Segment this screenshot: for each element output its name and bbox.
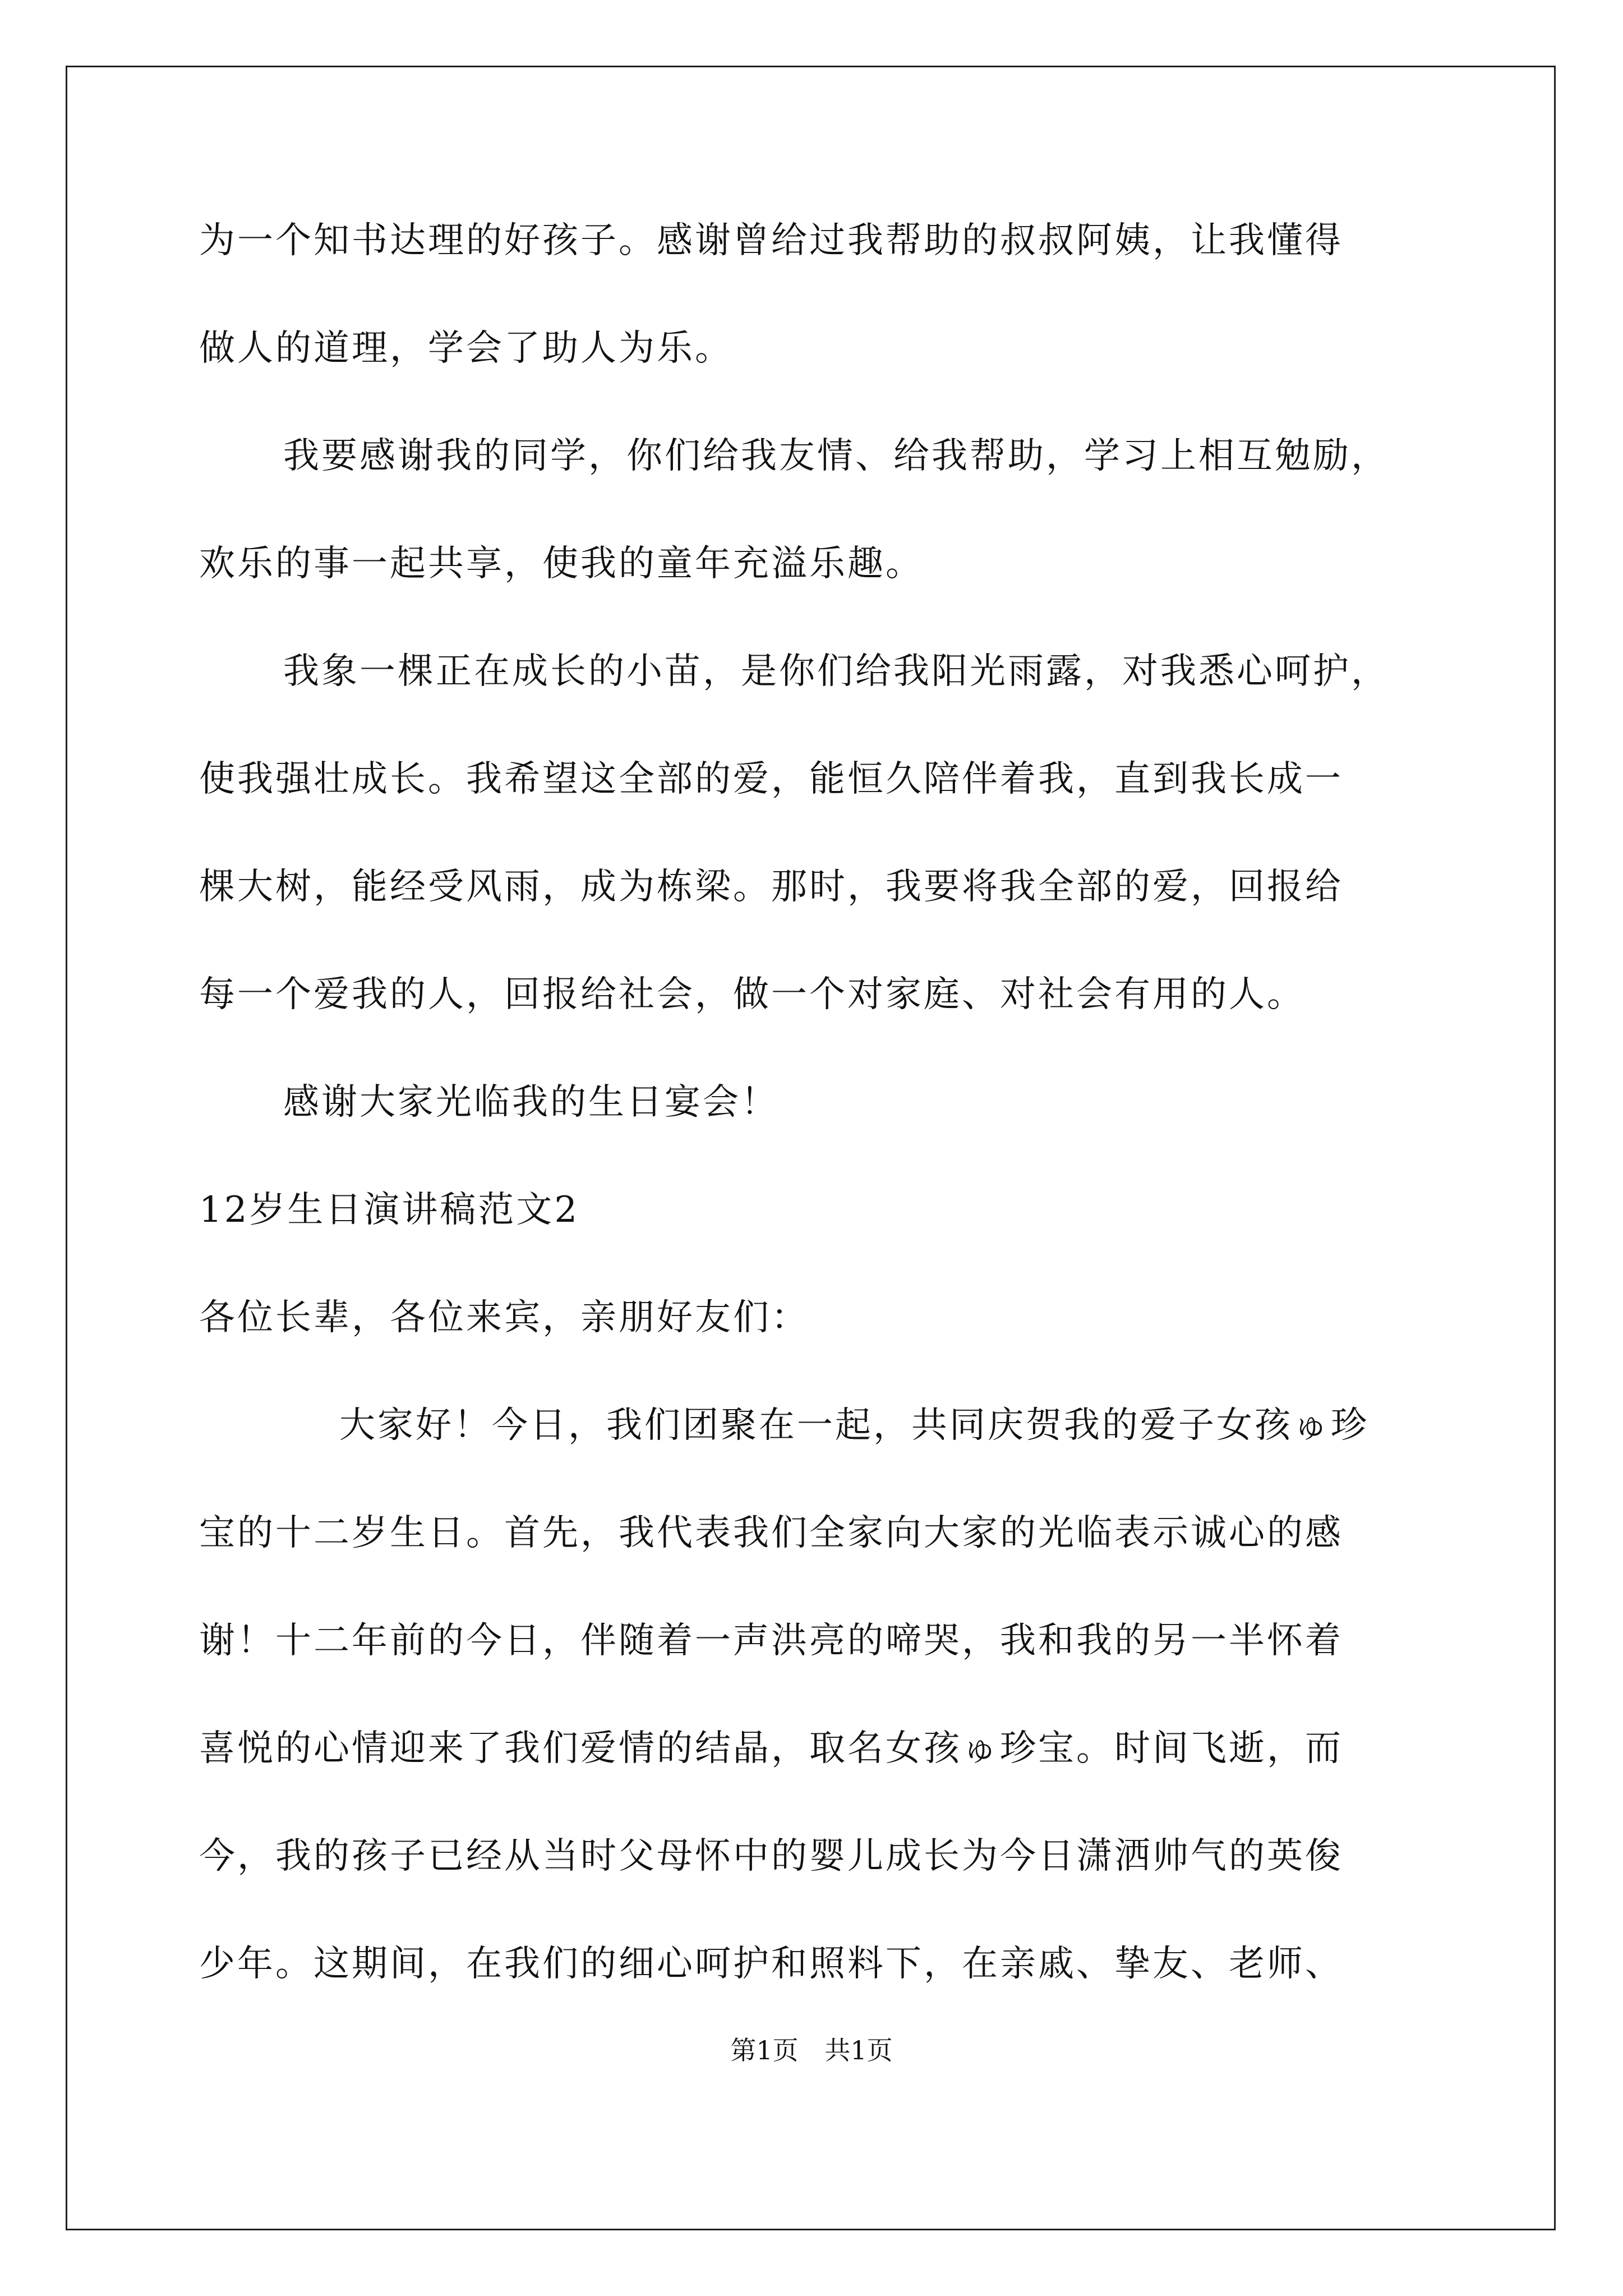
- body-line: 为一个知书达理的好孩子。感谢曾给过我帮助的叔叔阿姨，让我懂得: [199, 220, 1343, 261]
- body-line: 喜悦的心情迎来了我们爱情的结晶，取名女孩ゅ珍宝。时间飞逝，而: [199, 1728, 1343, 1769]
- body-line: 感谢大家光临我的生日宴会！: [283, 1082, 779, 1123]
- body-line: 大家好！今日，我们团聚在一起，共同庆贺我的爱子女孩ゅ珍: [339, 1405, 1369, 1446]
- body-line: 欢乐的事一起共享，使我的童年充溢乐趣。: [199, 543, 924, 585]
- body-line: 我要感谢我的同学，你们给我友情、给我帮助，学习上相互勉励，: [283, 435, 1389, 477]
- page-footer: [0, 2033, 1623, 2067]
- page-number-total: 共1页: [824, 2035, 893, 2065]
- body-line: 我象一棵正在成长的小苗，是你们给我阳光雨露，对我悉心呵护，: [283, 651, 1389, 692]
- salutation-line: 各位长辈，各位来宾，亲朋好友们：: [199, 1297, 809, 1338]
- page-number-current: 第1页: [730, 2035, 799, 2065]
- body-line: 少年。这期间，在我们的细心呵护和照料下，在亲戚、挚友、老师、: [199, 1943, 1343, 1985]
- section-heading: 12岁生日演讲稿范文2: [199, 1189, 580, 1231]
- document-body: [199, 213, 1450, 2044]
- body-line: 做人的道理，学会了助人为乐。: [199, 328, 733, 369]
- body-line: 今，我的孩子已经从当时父母怀中的婴儿成长为今日潇洒帅气的英俊: [199, 1835, 1343, 1877]
- body-line: 使我强壮成长。我希望这全部的爱，能恒久陪伴着我，直到我长成一: [199, 758, 1343, 800]
- body-line: 谢！十二年前的今日，伴随着一声洪亮的啼哭，我和我的另一半怀着: [199, 1620, 1343, 1662]
- body-line: 每一个爱我的人，回报给社会，做一个对家庭、对社会有用的人。: [199, 974, 1305, 1015]
- body-line: 宝的十二岁生日。首先，我代表我们全家向大家的光临表示诚心的感: [199, 1512, 1343, 1554]
- body-line: 棵大树，能经受风雨，成为栋梁。那时，我要将我全部的爱，回报给: [199, 866, 1343, 908]
